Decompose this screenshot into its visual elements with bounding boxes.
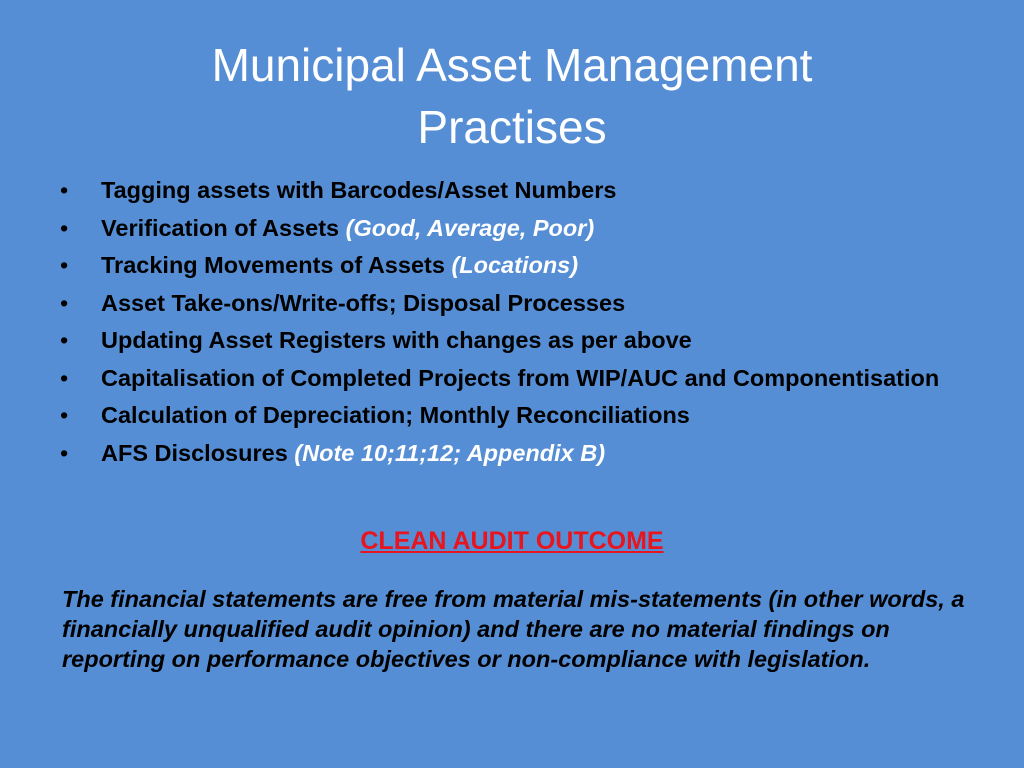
outcome-description: The financial statements are free from material mis-statements (in other words, a financially unqualified audit opinion) and there are no material findings on reporting on performance objectives or non-compliance with legislation. <box>62 586 965 672</box>
bullet-icon: • <box>60 177 69 203</box>
bullet-item <box>56 289 956 318</box>
bullet-item <box>56 439 956 468</box>
bullet-item <box>56 401 956 430</box>
bullet-icon: • <box>60 289 69 316</box>
bullet-text: AFS Disclosures <box>101 439 288 466</box>
bullet-text: Verification of Assets <box>101 214 340 241</box>
bullet-item <box>56 251 956 280</box>
bullet-note: (Locations) <box>451 252 579 278</box>
bullet-item <box>56 214 956 243</box>
title-line-2: Practises <box>417 101 607 153</box>
bullet-icon: • <box>60 439 69 466</box>
bullet-text: Tagging assets with Barcodes/Asset Numbers <box>101 177 617 203</box>
bullet-text: Capitalisation of Completed Projects from WIP/AUC and Componentisation <box>101 364 940 391</box>
bullet-note: (Good, Average, Poor) <box>345 214 595 241</box>
bullet-note: (Note 10;11;12; Appendix B) <box>294 439 606 466</box>
title-line-1: Municipal Asset Management <box>211 39 813 91</box>
bullet-text: Calculation of Depreciation; Monthly Reconciliations <box>101 402 690 428</box>
bullet-text: Updating Asset Registers with changes as per above <box>101 327 692 353</box>
bullet-item <box>56 176 956 205</box>
slide-title <box>60 34 964 158</box>
bullet-icon: • <box>60 252 69 278</box>
bullet-icon: • <box>60 402 69 428</box>
bullet-text: Tracking Movements of Assets <box>101 252 445 278</box>
bullet-icon: • <box>60 327 69 353</box>
bullet-item <box>56 364 956 393</box>
bullet-item <box>56 326 956 355</box>
bullet-list <box>56 176 956 476</box>
bullet-icon: • <box>60 364 69 391</box>
bullet-text: Asset Take-ons/Write-offs; Disposal Processes <box>101 289 626 316</box>
outcome-heading: CLEAN AUDIT OUTCOME <box>360 527 664 555</box>
bullet-icon: • <box>60 214 69 241</box>
